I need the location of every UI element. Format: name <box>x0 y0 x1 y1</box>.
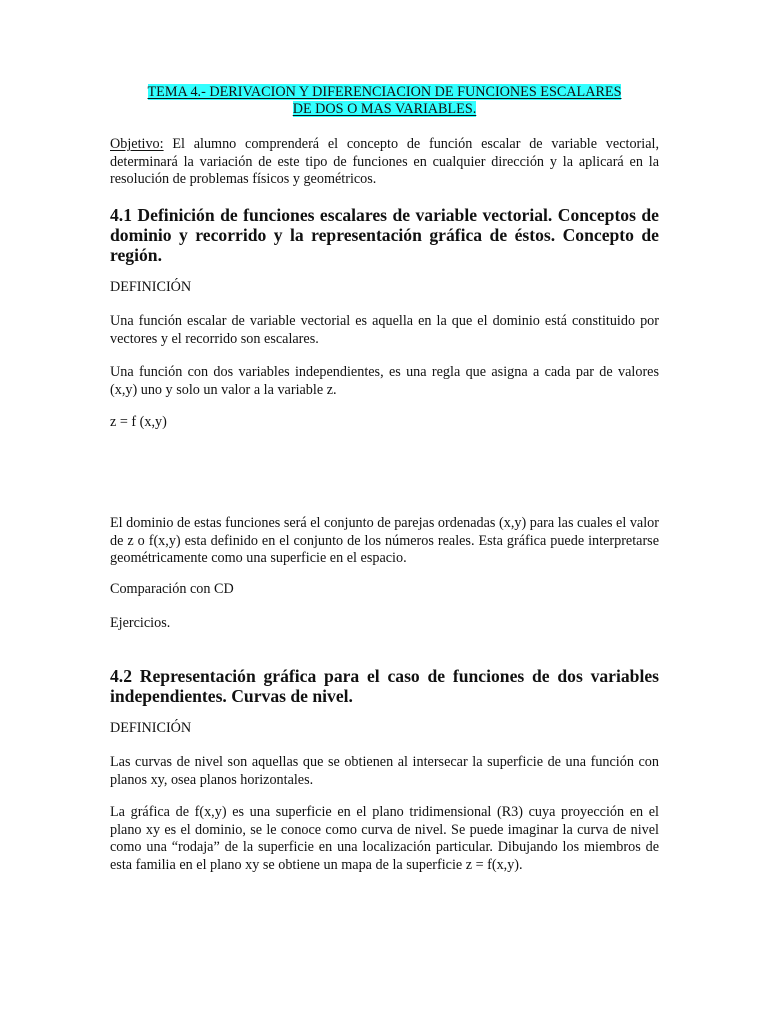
document-title <box>110 84 659 118</box>
title-line-1: TEMA 4.- DERIVACION Y DIFERENCIACION DE FUNCIONES ESCALARES <box>147 84 622 100</box>
section-2-paragraph-1: Las curvas de nivel son aquellas que se obtienen al intersecar la superficie de una función con planos xy, osea planos horizontales. <box>110 754 659 788</box>
objective-label: Objetivo: <box>110 136 164 152</box>
objective-text: El alumno comprenderá el concepto de función escalar de variable vectorial, determinará la variación de este tipo de funciones en cualquier dirección y la aplicará en la resolución de problemas físicos y geométricos. <box>110 136 659 187</box>
objective-paragraph <box>110 136 659 189</box>
section-1-heading: 4.1 Definición de funciones escalares de variable vectorial. Conceptos de dominio y recorrido y la representación gráfica de éstos. Concepto de región. <box>110 205 659 265</box>
section-1-paragraph-2: Una función con dos variables independientes, es una regla que asigna a cada par de valores (x,y) uno y solo un valor a la variable z. <box>110 364 659 398</box>
section-2-definition-label: DEFINICIÓN <box>110 720 192 736</box>
section-1-paragraph-1: Una función escalar de variable vectorial es aquella en la que el dominio está constituido por vectores y el recorrido son escalares. <box>110 313 659 347</box>
section-1-paragraph-3: El dominio de estas funciones será el conjunto de parejas ordenadas (x,y) para las cuales el valor de z o f(x,y) esta definido en el conjunto de los números reales. Esta gráfica puede interpretarse geométricamente como una superficie en el espacio. <box>110 515 659 566</box>
comparison-line: Comparación con CD <box>110 581 234 597</box>
section-2-heading: 4.2 Representación gráfica para el caso de funciones de dos variables independientes. Curvas de nivel. <box>110 666 659 706</box>
exercises-line: Ejercicios. <box>110 615 171 631</box>
title-line-2: DE DOS O MAS VARIABLES. <box>292 101 477 117</box>
section-1-definition-label: DEFINICIÓN <box>110 279 192 295</box>
section-2-paragraph-2: La gráfica de f(x,y) es una superficie en el plano tridimensional (R3) cuya proyección en el plano xy es el dominio, se le conoce como curva de nivel. Se puede imaginar la curva de nivel como una “rodaja” de la superficie en una localización particular. Dibujando los miembros de esta familia en el plano xy se obtiene un mapa de la superficie z = f(x,y). <box>110 804 659 873</box>
formula-line: z = f (x,y) <box>110 414 167 430</box>
